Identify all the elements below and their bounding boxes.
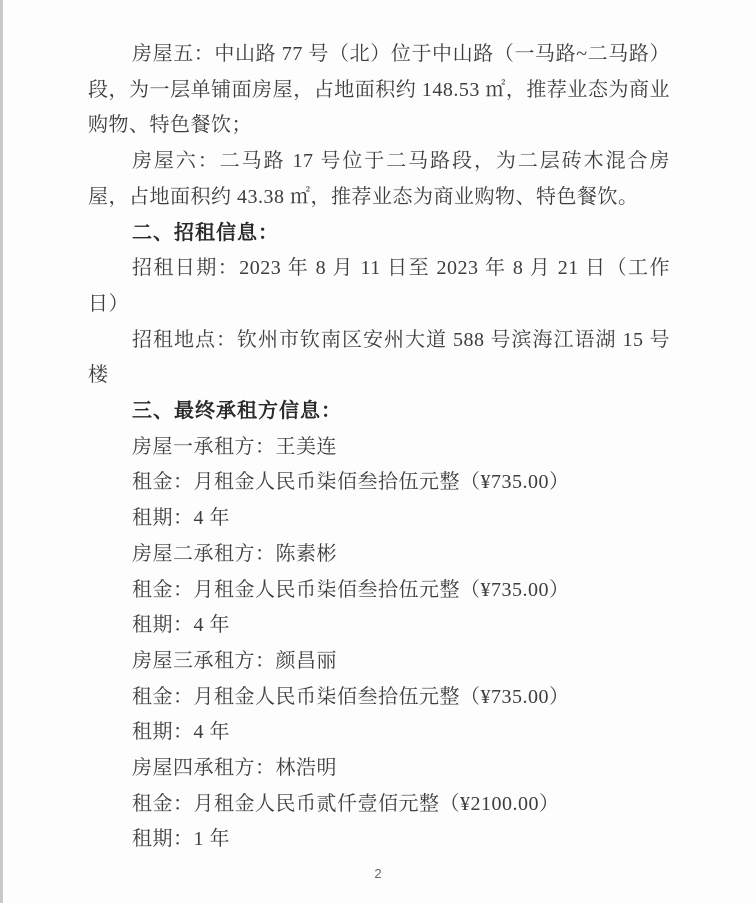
- house-four-rent: 租金：月租金人民币贰仟壹佰元整（¥2100.00）: [132, 792, 560, 815]
- house-one-term: 租期：4 年: [132, 507, 230, 530]
- house-three-term: 租期：4 年: [132, 721, 230, 744]
- house-four-tenant: 房屋四承租方：林浩明: [132, 757, 337, 780]
- house-six-description: 房屋六：二马路 17 号位于二马路段，为二层砖木混合房屋，占地面积约 43.38 ㎡，推荐业态为商业购物、特色餐饮。: [88, 150, 670, 208]
- rental-location: 招租地点：钦州市钦南区安州大道 588 号滨海江语湖 15 号楼: [88, 328, 670, 387]
- house-three-rent: 租金：月租金人民币柒佰叁拾伍元整（¥735.00）: [132, 685, 570, 708]
- house-four-term: 租期：1 年: [132, 828, 230, 851]
- house-two-term: 租期：4 年: [132, 614, 230, 637]
- page-number: 2: [374, 866, 382, 881]
- scan-left-edge-shadow: [0, 0, 3, 903]
- house-one-tenant: 房屋一承租方：王美连: [132, 435, 337, 458]
- rental-date: 招租日期：2023 年 8 月 11 日至 2023 年 8 月 21 日（工作日）: [88, 257, 670, 315]
- house-one-rent: 租金：月租金人民币柒佰叁拾伍元整（¥735.00）: [132, 471, 570, 494]
- house-two-rent: 租金：月租金人民币柒佰叁拾伍元整（¥735.00）: [132, 578, 570, 601]
- section-three-heading: 三、最终承租方信息：: [132, 400, 342, 423]
- house-two-tenant: 房屋二承租方：陈素彬: [132, 542, 337, 565]
- document-body: [88, 37, 670, 858]
- house-three-tenant: 房屋三承租方：颜昌丽: [132, 649, 337, 672]
- section-two-heading: 二、招租信息：: [132, 221, 279, 244]
- house-five-description: 房屋五：中山路 77 号（北）位于中山路（一马路~二马路）段，为一层单铺面房屋，占地面积约 148.53 ㎡，推荐业态为商业购物、特色餐饮；: [88, 43, 670, 137]
